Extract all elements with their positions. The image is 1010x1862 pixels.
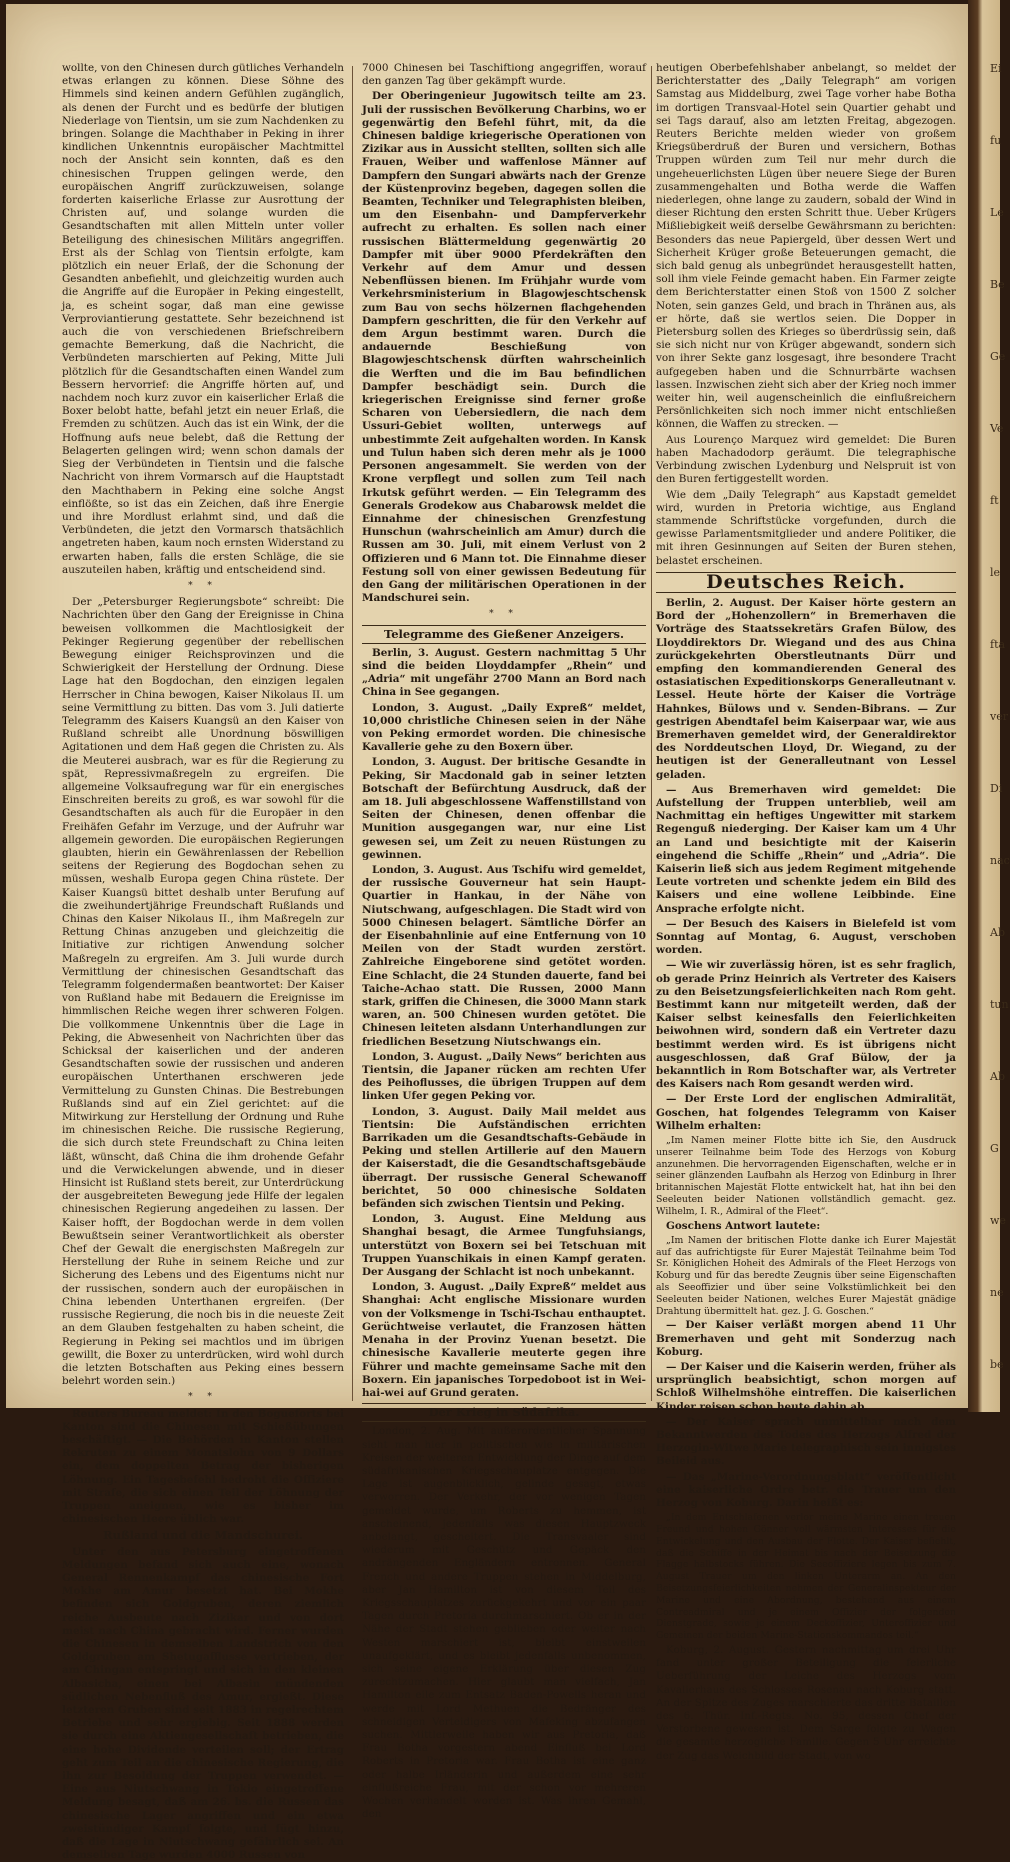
column-1	[62, 62, 344, 1862]
edge-fragment: we	[990, 1214, 1006, 1227]
article-paragraph: — Wie wir zuverlässig hören, ist es sehr fraglich, ob gerade Prinz Heinrich als Vertreter des Kaisers zu den Beisetzungsfeierlichkeiten nach Rom geht. Bestimmt kann nur mitgeteilt werden, daß der Kaiser selbst keinesfalls den Feierlichkeiten beiwohnen wird, sondern daß ein Vertreter dazu bestimmt werden wird. Es ist übrigens nicht ausgeschlossen, daß Graf Bülow, der ja bekanntlich in Rom Botschafter war, als Vertreter des Kaisers nach Rom gesandt werden wird.	[656, 959, 956, 1091]
article-paragraph: — Aus Bremerhaven wird gemeldet: Die Aufstellung der Truppen unterblieb, weil am Nachmittag ein heftiges Ungewitter mit starkem Regenguß niederging. Der Kaiser kam um 4 Uhr an Land und besichtigte mit der Kaiserin eingehend die Schiffe „Rhein“ und „Adria“. Die Kaiserin ließ sich aus jedem Regiment mitgehende Leute vortreten und schenkte jedem ein Bild des Kaisers und eine wollene Leibbinde. Eine Ansprache erfolgte nicht.	[656, 783, 956, 915]
section-heading: Telegramme des Gießener Anzeigers.	[362, 625, 646, 644]
telegram-paragraph: London, 3. August. Aus Tschifu wird gemeldet, der russische Gouverneur hat sein Haupt-Quartier in Hankau, in der Nähe von Niutschwang, aufgeschlagen. Die Stadt wird von 5000 Chinesen belagert. Sämtliche Dörfer an der Eisenbahnlinie auf eine Entfernung von 10 Meilen von der Stadt wurden zerstört. Zahlreiche Eingeborene sind getötet worden. Eine Schlacht, die 24 Stunden dauerte, fand bei Taiche-Achao statt. Die Russen, 2000 Mann stark, griffen die Chinesen, die 3000 Mann stark waren, an. 500 Chinesen wurden getötet. Die Chinesen leiteten alsdann Unterhandlungen zur friedlichen Besetzung Niutschwangs ein.	[362, 863, 646, 1048]
quoted-telegram: „Im Namen meiner Flotte bitte ich Sie, den Ausdruck unserer Teilnahme beim Tode des Herzogs von Koburg anzunehmen. Die hervorragenden Eigenschaften, welche er in seiner glänzenden Laufbahn als Herzog von Edinburg in Ihrer britannischen Majestät Flotte entwickelt hat, hat ihn bei den Seeleuten beider Nationen vollständlich gemacht. gez. Wilhelm, I. R., Admiral of the Fleet“.	[656, 1135, 956, 1217]
article-paragraph: heutigen Oberbefehlshaber anbelangt, so meldet der Berichterstatter des „Daily Telegraph“ am vorigen Samstag aus Middelburg, zwei Tage vorher habe Botha im dortigen Transvaal-Hotel sein Quartier gehabt und sei Tags darauf, also am letzten Freitag, abgezogen. Reuters Berichte melden wieder von großem Kriegsüberdruß der Buren und versichern, Bothas Truppen würden zum Teil nur mehr durch die ungeheuerlichsten Lügen über neuere Siege der Buren zusammengehalten und Botha werde die Waffen niederlegen, ohne lange zu zaudern, sobald der Wind in dieser Richtung den ersten Schritt thue. Ueber Krügers Mißliebigkeit weiß derselbe Gewährsmann zu berichten: Besonders das neue Papiergeld, über dessen Wert und Sicherheit Krüger große Beteuerungen gemacht, die sich bald genug als unbegründet herausgestellt hatten, soll ihm viele Feinde gemacht haben. Ein Farmer zeigte dem Berichterstatter einen Stoß von 1500 Z solcher Noten, sein ganzes Geld, und brach in Thränen aus, als er hörte, daß sie wertlos seien. Die Dopper in Pietersburg sollen des Krieges so überdrüssig sein, daß sie sich nicht nur von Krüger abgewandt, sondern sich von ihrer Sekte ganz losgesagt, ihre besondere Tracht aufgegeben haben und die Schnurrbärte wachsen lassen. Inzwischen zieht sich aber der Krieg noch immer weiter hin, weil augenscheinlich die einflußreichern Persönlichkeiten sich noch immer nicht entschließen können, die Waffen zu strecken. —	[656, 62, 956, 431]
article-paragraph: Der „Petersburger Regierungsbote“ schreibt: Die Nachrichten über den Gang der Ereignisse in China beweisen vollkommen die Machtlosigkeit der Pekinger Regierung gegenüber der rebellischen Bewegung einiger Reichsprovinzen und die Schwierigkeit der Herstellung der Ordnung. Diese Lage hat den Bogdochan, den einzigen legalen Herrscher in China bewogen, Kaiser Nikolaus II. um seine Vermittlung zu bitten. Das vom 3. Juli datierte Telegramm des Kaisers Kuangsü an den Kaiser von Rußland schreibt alle Unordnung böswilligen Agitationen und dem Haß gegen die Christen zu. Als die Meuterei ausbrach, war es für die Regierung zu spät, Repressivmaßregeln zu ergreifen. Die allgemeine Volksaufregung war für ein energisches Einschreiten bereits zu groß, es war sowohl für die Gesandtschaften als auch für die Europäer in den Freihäfen Gefahr im Verzuge, und der Aufruhr war allgemein geworden. Die europäischen Regierungen glaubten, hierin ein Gewährenlassen der Rebellion seitens der Regierung des Bogdochan sehen zu müssen, weshalb Europa gegen China rüstete. Der Kaiser Kuangsü bittet deshalb unter Berufung auf die zweihundertjährige Freundschaft Rußlands und Chinas den Kaiser Nikolaus II., ihm Maßregeln zur Rettung Chinas anzugeben und gleichzeitig die Initiative zur richtigen Anwendung solcher Maßregeln zu ergreifen. Am 3. Juli wurde durch Vermittlung der chinesischen Gesandtschaft das Telegramm folgendermaßen beantwortet: Der Kaiser von Rußland habe mit Bedauern die Ereignisse im himmlischen Reiche wegen ihrer schweren Folgen. Die vollkommene Unkenntnis über die Lage in Peking, die Abwesenheit von Nachrichten über das Schicksal der kaiserlichen und der anderen Gesandtschaften sowie der russischen und anderen europäischen Unterthanen erschweren jede Vermittelung zu Gunsten Chinas. Die Bestrebungen Rußlands sind auf ein Ziel gerichtet: auf die Mitwirkung zur Herstellung der Ordnung und Ruhe im chinesischen Reiche. Die russische Regierung, die sich durch stete Freundschaft zu China leiten läßt, wünscht, daß China die ihm drohende Gefahr und die Verwickelungen abwende, und in dieser Hinsicht ist Rußland stets bereit, zur Unterdrückung der ausgebreiteten Bewegung jede Hilfe der legalen chinesischen Regierung angedeihen zu lassen. Der Kaiser hofft, der Bogdochan werde in dem vollen Bewußtsein seiner Verantwortlichkeit als oberster Chef der Gewalt die energischsten Maßregeln zur Herstellung der Ruhe in seinem Reiche und zur Sicherung des Lebens und des Eigentums nicht nur der russischen, sondern auch der europäischen in China lebenden Unterthanen ergreifen. (Der russische Regierung, die noch bis in die neueste Zeit an dem Glauben festgehalten zu haben scheint, die Regierung in Peking sei machtlos und im übrigen gewillt, die Boxer zu unterdrücken, wird wohl durch die letzten Botschaften aus Peking eines bessern belehrt worden sein.)	[62, 596, 344, 1388]
column-rule	[352, 66, 353, 1401]
edge-fragment: Di	[990, 782, 1003, 795]
edge-fragment: tun	[990, 998, 1009, 1011]
telegram-paragraph: London, 3. August. Eine Meldung aus Shanghai besagt, die Armee Tungfuhsiangs, unterstützt von Boxern sei bei Tetschuan mit Truppen Yuanschikais in einen Kampf geraten. Der Ausgang der Schlacht ist noch unbekannt.	[362, 1213, 646, 1279]
article-paragraph: Der Oberingenieur Jugowitsch teilte am 23. Juli der russischen Bevölkerung Charbins, wo er gegenwärtig den Befehl führt, mit, da die Chinesen baldige kriegerische Operationen von Zizikar aus in Aussicht stellten, sollten sich alle Frauen, Weiber und waffenlose Männer auf Dampfern den Sungari abwärts nach der Grenze der Küstenprovinz begeben, dagegen sollen die Beamten, Techniker und Telegraphisten bleiben, um den Eisenbahn- und Dampferverkehr aufrecht zu erhalten. Es sollen nach einer russischen Blättermeldung gegenwärtig 20 Dampfer mit über 9000 Pferdekräften den Verkehr auf dem Amur und dessen Nebenflüssen bienen. Im Frühjahr wurde vom Verkehrsministerium in Blagowjeschtschensk zum Bau von sechs hölzernen flachgehenden Dampfern geschritten, die für den Verkehr auf dem Argun bestimmt waren. Durch die andauernde Beschießung von Blagowjeschtschensk dürften wahrscheinlich die Werften und die im Bau befindlichen Dampfer beschädigt sein. Durch die kriegerischen Ereignisse sind ferner große Scharen von Uebersiedlern, die nach dem Ussuri-Gebiet wollten, unterwegs auf unbestimmte Zeit aufgehalten worden. In Kansk und Tulun haben sich deren mehr als je 1000 Personen angesammelt. Sie werden von der Krone verpflegt und sollen zum Teil nach Irkutsk geführt werden. — Ein Telegramm des Generals Grodekow aus Chabarowsk meldet die Einnahme der chinesischen Grenzfestung Hunschun (wahrscheinlich am Amur) durch die Russen am 30. Juli, mit einem Verlust von 2 Offizieren und 6 Mann tot. Die Einnahme dieser Festung soll von einer gewissen Bedeutung für den Gang der militärischen Operationen in der Mandschurei sein.	[362, 90, 646, 605]
adjacent-page-edge	[968, 0, 1010, 1412]
article-paragraph: — Der Kaiser verläßt morgen abend 11 Uhr Bremerhaven und geht mit Sonderzug nach Koburg.	[656, 1319, 956, 1358]
section-title: Deutsches Reich.	[656, 572, 956, 593]
edge-fragment: nac	[990, 854, 1010, 867]
article-paragraph: — Das „Marine-Verordnungsblatt“ veröffentlicht eine kaiserliche Ordre betr. die Trauer um den Herzog von Koburg. Darin heißt es:	[656, 1470, 956, 1510]
article-paragraph: wollte, von den Chinesen durch gütliches Verhandeln etwas erlangen zu können. Diese Söhne des Himmels sind keinen andern Gefühlen zugänglich, als denen der Furcht und es bedürfe der blutigen Niederlage von Tientsin, um sie zum Nachdenken zu bringen. Solange die Machthaber in Peking in ihrer kindlichen Unkenntnis europäischer Machtmittel noch der Ansicht sein konnten, daß es den chinesischen Truppen gelingen werde, den europäischen Angriff zurückzuweisen, solange forderten kaiserliche Erlasse zur Ausrottung der Christen auf, und solange wurden die Gesandtschaften mit allen Mitteln unter voller Beteiligung des chinesischen Militärs angegriffen. Erst als der Schlag von Tientsin erfolgte, kam plötzlich ein neuer Erlaß, der die Schonung der Gesandten anbefiehlt, und gleichzeitig wurden auch die Angriffe auf die Europäer in Peking eingestellt, ja, es scheint sogar, daß man eine gewisse Verproviantierung gestattete. Sehr bezeichnend ist auch die von verschiedenen Briefschreibern gemachte Bemerkung, daß die Nachricht, die Verbündeten marschierten auf Peking, Mitte Juli plötzlich für die Gesandtschaften einen Wandel zum Bessern hervorrief: die Angriffe hörten auf, und nachdem noch kurz zuvor ein kaiserlicher Erlaß die Boxer belobt hatte, befahl jetzt ein neuer Erlaß, die Fremden zu schützen. Auch das ist ein Wink, der die Hoffnung aufs neue belebt, daß die Rettung der Belagerten gelingen wird; wenn schon damals der Sieg der Verbündeten in Tientsin und die falsche Nachricht von ihrem Vormarsch auf die Hauptstadt den Machthabern in Peking eine solche Angst einflößte, so ist das ein Zeichen, daß ihre Energie und ihre Mordlust erlahmt sind, und daß die Verbündeten, die jetzt den Vormarsch thatsächlich angetreten haben, kaum noch ernsten Widerstand zu erwarten haben, falls die ersten Schläge, die sie auszuteilen haben, kräftig und entscheidend sind.	[62, 62, 344, 576]
edge-fragment: Ab	[990, 926, 1005, 939]
article-paragraph: — Der Erste Lord der englischen Admiralität, Goschen, hat folgendes Telegramm von Kaiser Wilhelm erhalten:	[656, 1093, 956, 1132]
article-paragraph: Berlin, 2. August. Der Kaiser hörte gestern an Bord der „Hohenzollern“ in Bremerhaven die Vorträge des Staatssekretärs Grafen Bülow, des Lloyddirektors Dr. Wiegand und des aus China zurückgekehrten Oberstleutnants Dürr und empfing den kommandierenden General des ostasiatischen Expeditionskorps Generalleutnant v. Lessel. Heute hörte der Kaiser die Vorträge Hahnkes, Bülows und v. Senden-Bibrans. — Zur gestrigen Abendtafel beim Kaiserpaar war, wie aus Bremerhaven gemeldet wird, der Generaldirektor des Norddeutschen Lloyd, Dr. Wiegand, zu der heutigen ist der Generalleutnant von Lessel geladen.	[656, 596, 956, 781]
article-paragraph: Koburg, 2. August. Gestern nachmittag um drei Uhr fand unter großer Beteiligung die feierliche Ueberführung der Leiche des Herzogs vom Kavalierhaus des Schlosses Rosenau nach Koburg statt. An der Spitze des Zuges marschierte das dritte Bataillon des 6. Thür. Inf.-Regts. No. 95, dessen Chef der Verstorbene gewesen ist. Dem Sarge folgte zu Wagen die gesamte herzogliche Familie. Gegen 5 Uhr erreichte der Zug das Weichbild der Stadt, von wo	[656, 1644, 956, 1762]
edge-fragment: ft	[990, 494, 999, 507]
edge-fragment: ver	[990, 710, 1008, 723]
article-paragraph: — Der Kaiser und die Kaiserin werden, früher als ursprünglich beabsichtigt, schon morgen auf Schloß Wilhelmshöhe eintreffen. Die kaiserlichen Kinder reisen schon heute dahin ab.	[656, 1361, 956, 1413]
separator-stars: * *	[188, 580, 218, 591]
article-paragraph: 7000 Chinesen bei Taschiftiong angegriffen, worauf den ganzen Tag über gekämpft wurde.	[362, 62, 646, 88]
article-paragraph: Goschens Antwort lautete:	[666, 1219, 821, 1232]
edge-fragment: G	[990, 1142, 999, 1155]
article-paragraph: — Der Besuch des Kaisers in Bielefeld ist vom Sonntag auf Montag, 6. August, verschoben worden.	[656, 917, 956, 957]
separator-stars: * *	[489, 609, 519, 620]
column-rule	[651, 66, 652, 1401]
separator-stars: * *	[188, 1392, 218, 1403]
column-2	[362, 62, 646, 1821]
edge-fragment: le	[990, 566, 1001, 579]
edge-fragment: Ab	[990, 1070, 1005, 1083]
article-paragraph: London, 2. Aug. Mit außerordentlicher Spannung sieht man hier in politischen wie in militärischen Kreisen der weiteren Entwicklung der Dinge auf dem südafrikanischen Kriegsschauplatze entgegen. Die Lage ist augenblicklich, gelinde gesagt, etwas verworren. Der Verkehr, der vor wenigen Tagen gemeldet wurde, um Roberts zu hemmen, ist anscheinend, jedenfalls was diesen Hauptzweck anbelangt, gescheitert. Die Transvaaler sind wiederum mit Geschütz und Gepäck den andrängenden Engländern entronnen. General French und andere Truppen stehen in Middelburg, aber Jan Hamilton ist von diesem Teil des Kriegsschauplatzes zurückgekehrt und vor ein paar Tagen durch Pretoria durchmarschiert. Ob er in der Nähe der Stadt stehen geblieben oder weiter nach Westen marschiert ist, bleibt einstweilen unaufgeklärt, und es bleibt jedenfalls unbenommen, sich seine eigene Erklärung über diesen Zug zurechtzumachen. Hier glaubt man vielfach, Jan Hamilton eile zum Entsatz Baden-Powells heran und werde mit Lord Methuen die Bedränger des schneidigen Verteidigers von Mafeking abzufangen suchen. Mittlerweile haben wir aus Pretoria, daß Frau Botha vorgestern abend Einfluß bei Lord Roberts in Pretoria war. Frau Botha ist eine ganz oder halbe Irländerin und außerdem eine sehr einflußreiche Frau, mit der schon vor mehreren Wochen verhandelt worden ist. Was ihren Gemahl, den	[362, 1425, 646, 1821]
edge-fragment: fu	[990, 134, 1002, 147]
edge-fragment: be	[990, 1358, 1004, 1371]
edge-fragment: Be	[990, 278, 1005, 291]
edge-fragment: Ve	[990, 422, 1004, 435]
edge-fragment: Le	[990, 206, 1004, 219]
telegram-paragraph: London, 3. August. „Daily Expreß“ meldet, 10,000 christliche Chinesen seien in der Nähe von Peking ermordet worden. Die chinesische Kavallerie gehe zu den Boxern über.	[362, 701, 646, 754]
article-paragraph: Wie dem „Daily Telegraph“ aus Kapstadt gemeldet wird, wurden in Pretoria wichtige, aus England stammende Schriftstücke vorgefunden, durch die gewisse Parlamentsmitglieder und andere Politiker, die mit ihren Gesinnungen auf Seiten der Buren stehen, belastet erscheinen.	[656, 488, 956, 567]
edge-fragment: Ge	[990, 350, 1006, 363]
telegram-paragraph: London, 3. August. Der britische Gesandte in Peking, Sir Macdonald gab in seiner letzten Botschaft der Befürchtung Ausdruck, daß der am 18. Juli abgeschlossene Waffenstillstand von Seiten der Chinesen, denen offenbar die Munition ausgegangen war, nur eine List gewesen sei, um Zeit zu neuen Rüstungen zu gewinnen.	[362, 756, 646, 861]
edge-fragment: Ei	[990, 62, 1002, 75]
telegram-paragraph: London, 3. August. Daily Mail meldet aus Tientsin: Die Aufständischen errichten Barrikaden um die Gesandtschafts-Gebäude in Peking und stellen Artillerie auf den Mauern der Kaiserstadt, die die Gesandtschaftsgebäude überragt. Der russische General Schewanoff berichtet, 50 000 chinesische Soldaten befänden sich zwischen Tientsin und Peking.	[362, 1105, 646, 1211]
quoted-order: „In dem Entschlafenen verlor meine Marine einen treuen Freund und hohen Gönner voll wärmsten Interesses für die Entwickelung und den Ausbau der Flotte. Der Kaiser befiehlt, daß die Schiffe in der Heimat bis nach der Beisetzung die Flagge halbstocks führen. Die Seeoffiziere legen bis zum 7. August Trauer um den linken Unterarm an. An den Beisetzungsfeierlichkeiten nehmen der Generalinspekteur der Marine und eine Abordnung, bestehend aus einem Contreadmiral und je einem Offizier der folgenden Dienstgrade, sowie je einem Deckoffizier, Unteroffizier und Gemeinen der beiden Marine-Stationskommandos teil.“	[656, 1512, 956, 1642]
article-paragraph: Reuters Bureau meldet: In den Bogueforts bei Kanton sind die Chinesen mit Schießübungen beschäftigt. — Die Behörden in Kanton stellen Rekruten zu einem Monatslohn von 9 Dollars ein, dem doppelten Betrag der bisherigen Löhnung. Ein Tagesbefehl bedroht die Offiziere mit Strafe, die sich einen Teil der Löhnung der Truppen aneignen, wie es bisher im chinesischen Heere üblich war.	[62, 1407, 344, 1526]
edge-fragment: ne	[990, 1286, 1004, 1299]
telegram-paragraph: London, 3. August. „Daily News“ berichten aus Tientsin, die Japaner rücken am rechten Ufer des Peihoflusses, die übrigen Truppen auf dem linken Ufer gegen Peking vor.	[362, 1050, 646, 1103]
section-heading: Der Krieg in Südafrika.	[362, 1403, 646, 1422]
column-3	[656, 62, 956, 1762]
telegram-paragraph: London, 3. August. „Daily Expreß“ meldet aus Shanghai: Acht englische Missionare wurden von der Volksmenge in Tschi-Tschau enthauptet. Gerüchtweise verlautet, die Franzosen hätten Menaha in der Provinz Yuenan besetzt. Die chinesische Kavallerie meuterte gegen ihre Führer und machte gemeinsame Sache mit den Boxern. Ein japanisches Torpedoboot ist in Wei-hai-wei auf Grund geraten.	[362, 1281, 646, 1399]
article-paragraph: Unter den aus Petersburg eingetroffenen Meldungen befand sich auch eine, wonach General Rennenkampf das chinesische Fort Mokhe am Amur besetzt hat. Bei Mokhe befinden sich Goldgruben, deren ziemlich reiche Ausbeute nach Zizikar und von dort meist nach China gebracht wird. Ferner wurden die Chinesen in demselben Landstrich von den Goldgruben am Shetugafflusse vertrieben, der am Chingan entspringt und sich in den kleinen Albasicha, einen bei Albasin mündenden südlichen Nebenfluß des Amur, ergießt. Diese letzteren Gruben sind seit 1883 in regelrechtem Betriebe und sehr ergiebig. Seit 1888 werden sie durch eine Aktiengesellschaft betrieben, die eine hohe Dividende verteilen soll; der Ertrag geht zum Teil an die chinesische Regierung, die ihn zur Besoldung der Truppen verwendet. — Eine aus Niutschwang in Tokio eingetroffene Meldung besagt, daß am 26. bs. die Russen das chinesische Lager angriffen und ein etwa zweistündiger Kampf folgte, und fügt hinzu, daß die Lage in Niutschwang gefährlich sei. An demselben Tage wurden 4000 Russen von	[62, 1545, 344, 1862]
article-paragraph: Aus Lourenço Marquez wird gemeldet: Die Buren haben Machadodorp geräumt. Die telegraphische Verbindung zwischen Lydenburg und Nelspruit ist von den Buren fertiggestellt worden.	[656, 433, 956, 486]
quoted-telegram: „Im Namen der britischen Flotte danke ich Eurer Majestät auf das aufrichtigste für Eurer Majestät Teilnahme beim Tod Sr. Königlichen Hoheit des Admirals of the Fleet Herzogs von Koburg und für das beredte Zeugnis über seine Eigenschaften als Seeoffizier und über seine Volkstümlichkeit bei den Seeleuten beider Nationen, welches Eurer Majestät gnädige Drahtung übermittelt hat. gez. J. G. Goschen.“	[656, 1234, 956, 1317]
article-paragraph: — Der Kaiser sprach unmittelbar nach dem Bekanntwerden des Todes des Herzogs Alfred der Herzogin-Witwe Marie telegraphisch sein innigstes Beileid aus.	[656, 1415, 956, 1468]
telegram-paragraph: Berlin, 3. August. Gestern nachmittag 5 Uhr sind die beiden Lloyddampfer „Rhein“ und „Adria“ mit ungefähr 2700 Mann an Bord nach China in See gegangen.	[362, 646, 646, 699]
edge-fragment: fta	[990, 638, 1006, 651]
newspaper-page	[6, 4, 968, 1862]
section-heading: Rußland und die Mandschurei.	[103, 1528, 303, 1543]
